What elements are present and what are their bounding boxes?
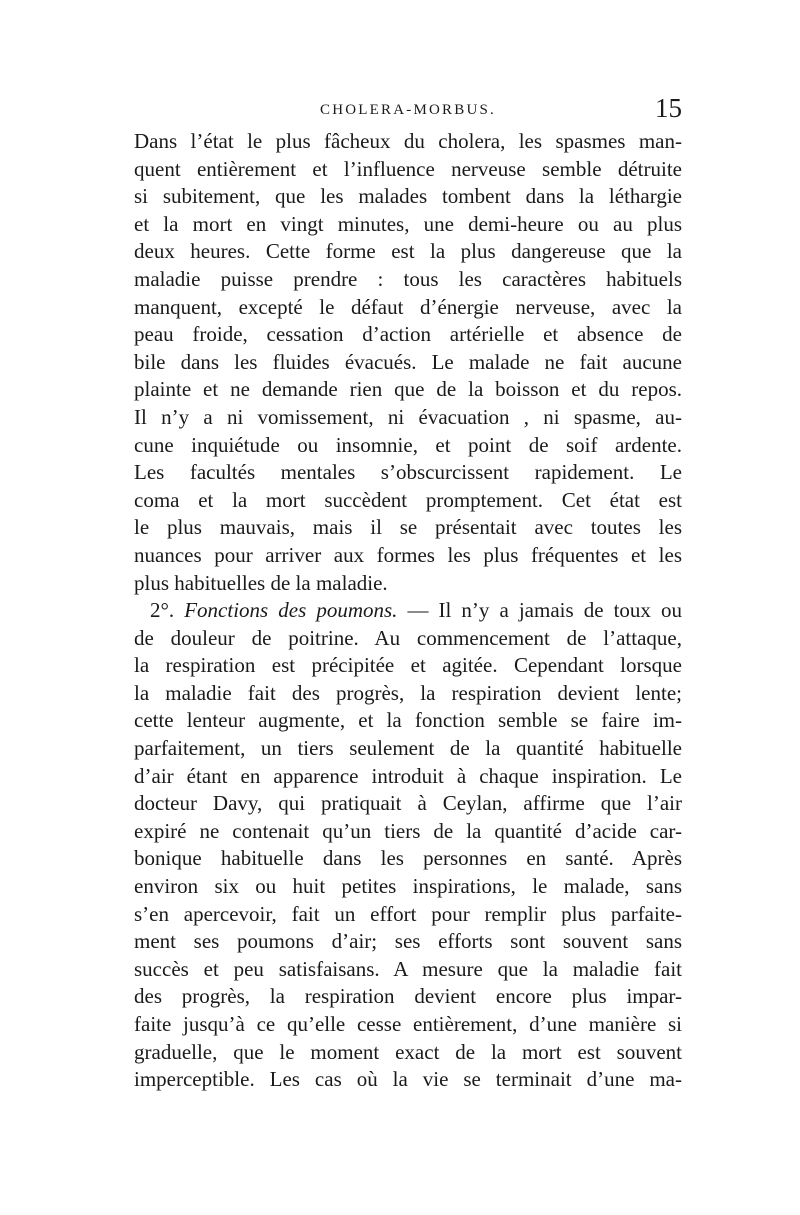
text-line: imperceptible. Les cas où la vie se terminait d’une ma- bbox=[134, 1067, 682, 1092]
text-line: la respiration est précipitée et agitée. Cependant lorsque bbox=[134, 653, 682, 678]
text-line: graduelle, que le moment exact de la mort est souvent bbox=[134, 1039, 682, 1064]
text-line: faite jusqu’à ce qu’elle cesse entièrement, d’une manière si bbox=[134, 1012, 682, 1036]
text-line: si subitement, que les malades tombent dans la léthargie bbox=[134, 184, 682, 209]
section-heading-line bbox=[134, 597, 682, 625]
section-number: 2°. bbox=[150, 598, 185, 623]
text-line: bonique habituelle dans les personnes en santé. Après bbox=[134, 846, 682, 871]
text-line: ment ses poumons d’air; ses efforts sont souvent sans bbox=[134, 929, 682, 954]
text-line: deux heures. Cette forme est la plus dangereuse que la bbox=[134, 239, 682, 264]
text-line: le plus mauvais, mais il se présentait avec toutes les bbox=[134, 515, 682, 540]
text-line: de douleur de poitrine. Au commencement de l’attaque, bbox=[134, 625, 682, 650]
text-line: environ six ou huit petites inspirations, le malade, sans bbox=[134, 874, 682, 899]
running-title: CHOLERA-MORBUS. bbox=[320, 102, 496, 118]
text-line: peau froide, cessation d’action artérielle et absence de bbox=[134, 322, 682, 347]
text-line: nuances pour arriver aux formes les plus fréquentes et les bbox=[134, 542, 682, 567]
text-line: des progrès, la respiration devient encore plus impar- bbox=[134, 984, 682, 1009]
text-line: et la mort en vingt minutes, une demi-heure ou au plus bbox=[134, 211, 682, 236]
page-number: 15 bbox=[655, 93, 682, 123]
running-head bbox=[134, 93, 682, 126]
text-line: bile dans les fluides évacués. Le malade ne fait aucune bbox=[134, 349, 682, 374]
text-line: s’en apercevoir, fait un effort pour remplir plus parfaite- bbox=[134, 901, 682, 926]
text-line: parfaitement, un tiers seulement de la quantité habituelle bbox=[134, 736, 682, 761]
text-line: la maladie fait des progrès, la respiration devient lente; bbox=[134, 680, 682, 705]
section-text: — Il n’y a jamais de toux ou bbox=[397, 598, 682, 623]
text-line: expiré ne contenait qu’un tiers de la quantité d’acide car- bbox=[134, 818, 682, 843]
text-line: plus habituelles de la maladie. bbox=[134, 570, 388, 595]
text-line: Dans l’état le plus fâcheux du cholera, les spasmes man- bbox=[134, 129, 682, 153]
text-line: cette lenteur augmente, et la fonction semble se faire im- bbox=[134, 708, 682, 733]
text-line: cune inquiétude ou insomnie, et point de soif ardente. bbox=[134, 432, 682, 457]
text-line: succès et peu satisfaisans. A mesure que la maladie fait bbox=[134, 956, 682, 981]
text-line: Les facultés mentales s’obscurcissent rapidement. Le bbox=[134, 460, 682, 485]
text-line: plainte et ne demande rien que de la boisson et du repos. bbox=[134, 377, 682, 402]
text-line: d’air étant en apparence introduit à chaque inspiration. Le bbox=[134, 763, 682, 788]
section-title: Fonctions des poumons. bbox=[184, 598, 398, 623]
body-text bbox=[134, 128, 682, 1094]
text-line: manquent, excepté le défaut d’énergie nerveuse, avec la bbox=[134, 294, 682, 319]
text-line: docteur Davy, qui pratiquait à Ceylan, affirme que l’air bbox=[134, 791, 682, 816]
text-line: quent entièrement et l’influence nerveuse semble détruite bbox=[134, 156, 682, 181]
text-line: maladie puisse prendre : tous les caractères habituels bbox=[134, 266, 682, 291]
text-line: coma et la mort succèdent promptement. Cet état est bbox=[134, 487, 682, 512]
text-line: Il n’y a ni vomissement, ni évacuation , ni spasme, au- bbox=[134, 404, 682, 429]
